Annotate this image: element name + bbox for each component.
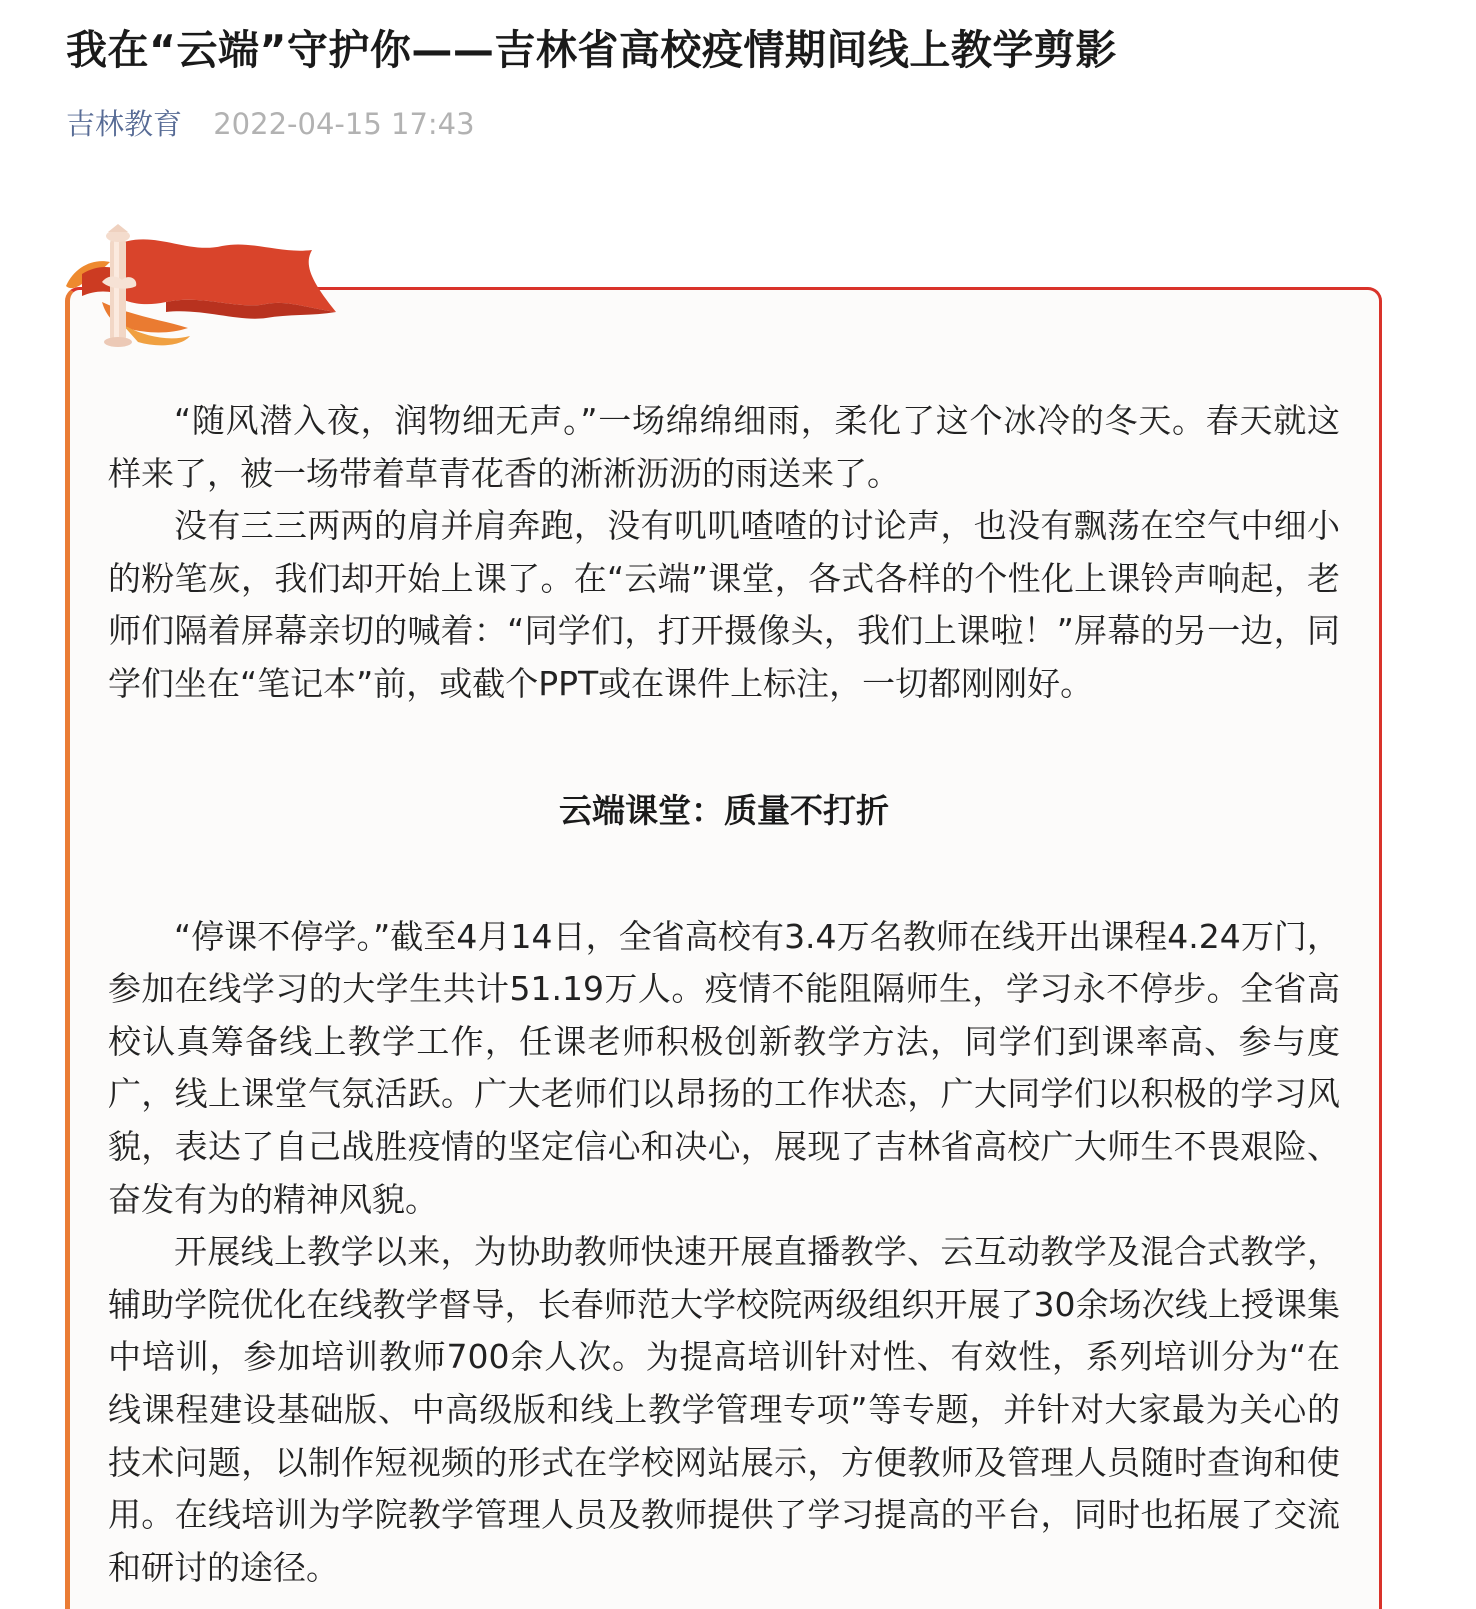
paragraph: “停课不停学。”截至4月14日，全省高校有3.4万名教师在线开出课程4.24万门，参加在线学习的大学生共计51.19万人。疫情不能阻隔师生，学习永不停步。全省高校认真筹备线上教学工作，任课老师积极创新教学方法，同学们到课率高、参与度广，线上课堂气氛活跃。广大老师们以昂扬的工作状态，广大同学们以积极的学习风貌，表达了自己战胜疫情的坚定信心和决心，展现了吉林省高校广大师生不畏艰险、奋发有为的精神风貌。	[108, 916, 1340, 1219]
article-body	[108, 395, 1340, 1594]
paragraph: 没有三三两两的肩并肩奔跑，没有叽叽喳喳的讨论声，也没有飘荡在空气中细小的粉笔灰，我们却开始上课了。在“云端”课堂，各式各样的个性化上课铃声响起，老师们隔着屏幕亲切的喊着：“同学们，打开摄像头，我们上课啦！”屏幕的另一边，同学们坐在“笔记本”前，或截个PPT或在课件上标注，一切都刚刚好。	[108, 506, 1340, 703]
publish-date: 2022-04-15 17:43	[213, 107, 475, 141]
paragraph: “随风潜入夜，润物细无声。”一场绵绵细雨，柔化了这个冰冷的冬天。春天就这样来了，被一场带着草青花香的淅淅沥沥的雨送来了。	[108, 401, 1340, 493]
article-title: 我在“云端”守护你——吉林省高校疫情期间线上教学剪影	[66, 26, 1117, 74]
flag-icon	[62, 224, 344, 349]
article-meta	[66, 104, 475, 144]
author-link[interactable]: 吉林教育	[66, 107, 183, 141]
paragraph: 开展线上教学以来，为协助教师快速开展直播教学、云互动教学及混合式教学，辅助学院优化在线教学督导，长春师范大学校院两级组织开展了30余场次线上授课集中培训，参加培训教师700余人次。为提高培训针对性、有效性，系列培训分为“在线课程建设基础版、中高级版和线上教学管理专项”等专题，并针对大家最为关心的技术问题，以制作短视频的形式在学校网站展示，方便教师及管理人员随时查询和使用。在线培训为学院教学管理人员及教师提供了学习提高的平台，同时也拓展了交流和研讨的途径。	[108, 1232, 1340, 1587]
section-heading: 云端课堂：质量不打折	[559, 790, 889, 830]
